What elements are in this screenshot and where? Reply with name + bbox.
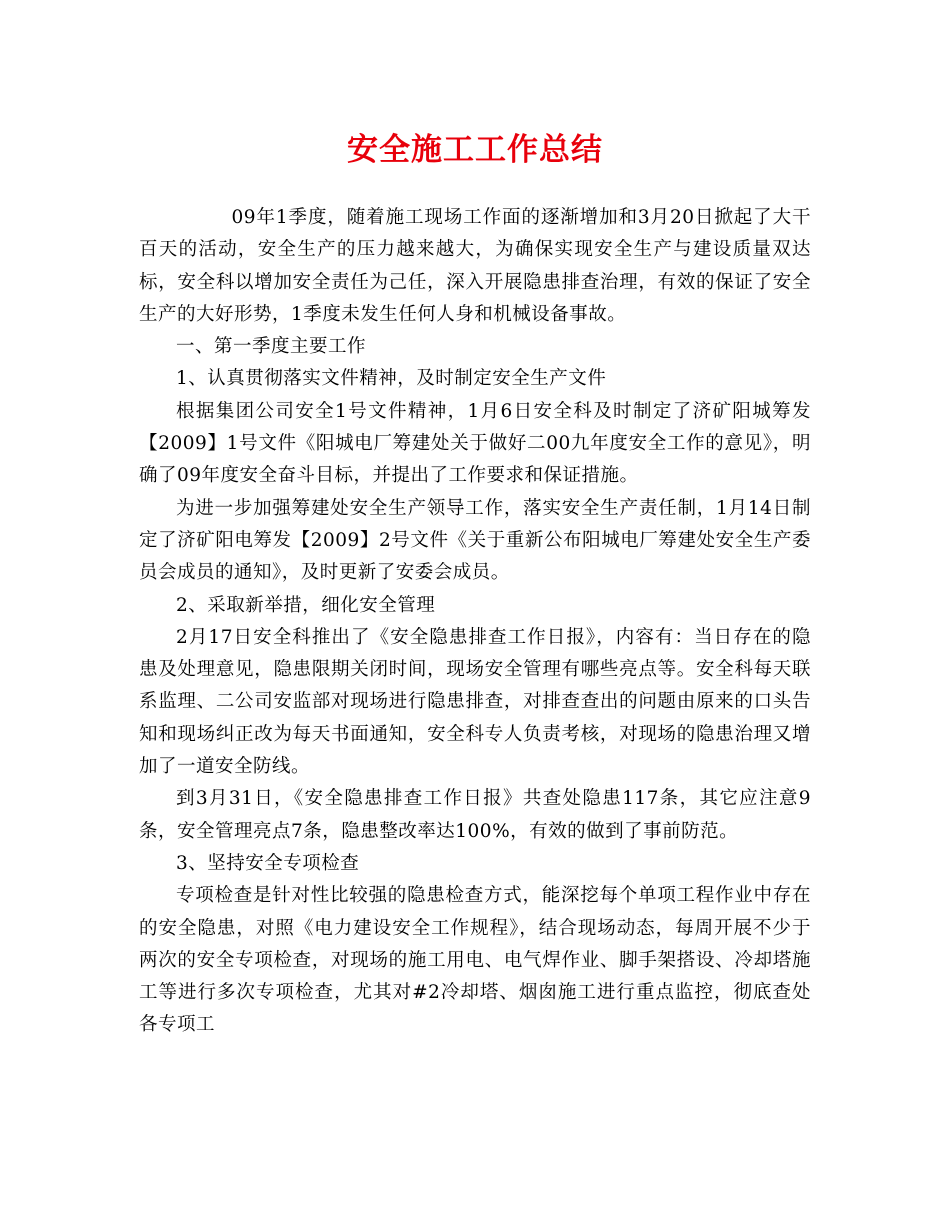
paragraph: 为进一步加强筹建处安全生产领导工作，落实安全生产责任制，1月14日制定了济矿阳电筹发【2009】2号文件《关于重新公布阳城电厂筹建处安全生产委员会成员的通知》，及时更新了安委会成员。 (139, 497, 811, 584)
paragraph-intro: 09年1季度，随着施工现场工作面的逐渐增加和3月20日掀起了大干百天的活动，安全生产的压力越来越大，为确保实现安全生产与建设质量双达标，安全科以增加安全责任为己任，深入开展隐患排查治理，有效的保证了安全生产的大好形势，1季度未发生任何人身和机械设备事故。 (139, 207, 811, 325)
paragraph: 2月17日安全科推出了《安全隐患排查工作日报》，内容有：当日存在的隐患及处理意见，隐患限期关闭时间，现场安全管理有哪些亮点等。安全科每天联系监理、二公司安监部对现场进行隐患排查，对排查查出的问题由原来的口头告知和现场纠正改为每天书面通知，安全科专人负责考核，对现场的隐患治理又增加了一道安全防线。 (139, 626, 811, 778)
subheading-3: 3、坚持安全专项检查 (176, 852, 360, 874)
document-body (139, 202, 811, 1042)
paragraph: 专项检查是针对性比较强的隐患检查方式，能深挖每个单项工程作业中存在的安全隐患，对照《电力建设安全工作规程》，结合现场动态，每周开展不少于两次的安全专项检查，对现场的施工用电、电气焊作业、脚手架搭设、冷却塔施工等进行多次专项检查，尤其对#2冷却塔、烟囱施工进行重点监控，彻底查处各专项工 (139, 885, 811, 1036)
subheading-1: 1、认真贯彻落实文件精神，及时制定安全生产文件 (176, 368, 607, 390)
section-heading-1: 一、第一季度主要工作 (176, 336, 367, 358)
paragraph: 到3月31日，《安全隐患排查工作日报》共查处隐患117条，其它应注意9条，安全管理亮点7条，隐患整改率达100%，有效的做到了事前防范。 (139, 788, 811, 842)
paragraph: 根据集团公司安全1号文件精神，1月6日安全科及时制定了济矿阳城筹发【2009】1号文件《阳城电厂筹建处关于做好二00九年度安全工作的意见》，明确了09年度安全奋斗目标，并提出了工作要求和保证措施。 (139, 400, 811, 487)
subheading-2: 2、采取新举措，细化安全管理 (176, 594, 436, 616)
document-title: 安全施工工作总结 (347, 132, 603, 168)
